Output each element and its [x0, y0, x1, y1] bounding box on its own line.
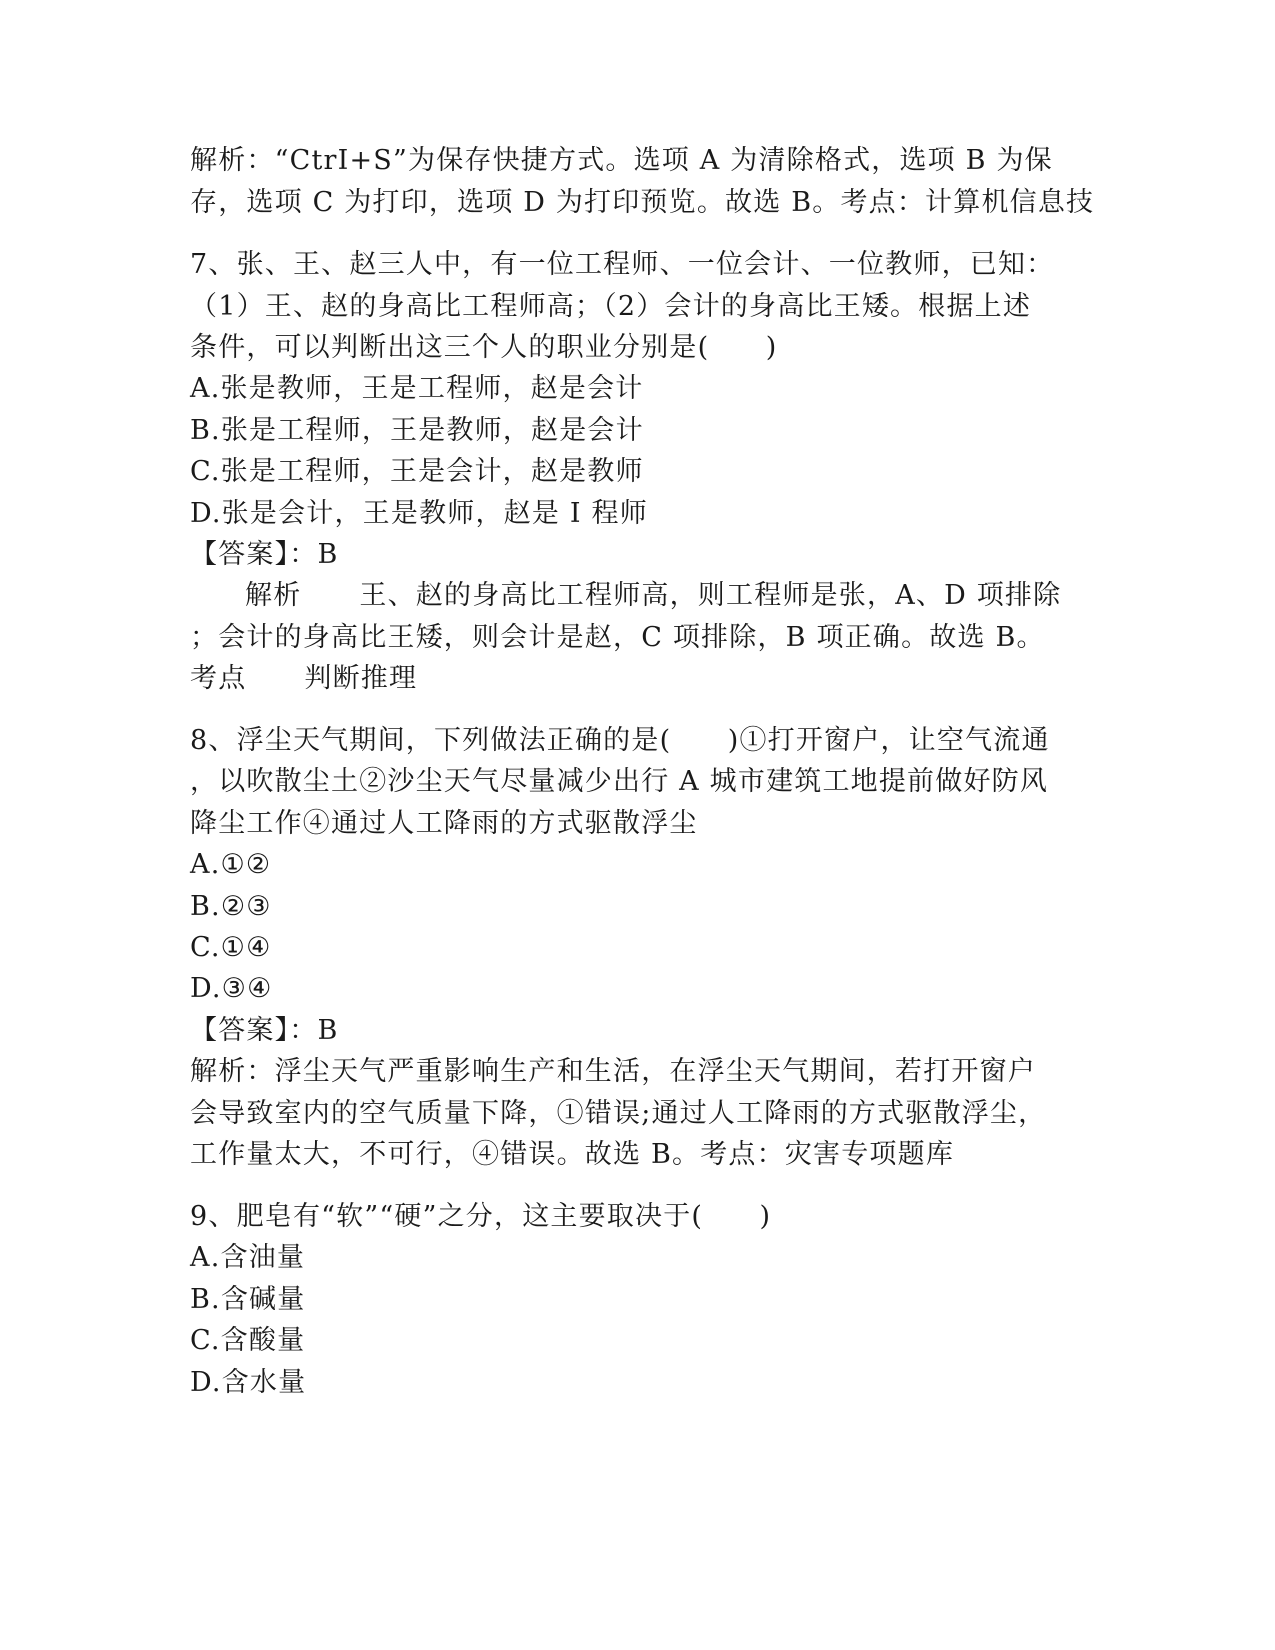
q7-analysis-label: 解析: [245, 580, 302, 611]
q7-analysis-text: 王、赵的身高比工程师高，则工程师是张，A、D 项排除: [359, 580, 1062, 611]
q8-stem-line-3: 降尘工作④通过人工降雨的方式驱散浮尘: [190, 808, 698, 839]
q7-option-b: B.张是工程师，王是教师，赵是会计: [190, 415, 644, 446]
q7-analysis-line-2: ；会计的身高比王矮，则会计是赵，C 项排除，B 项正确。故选 B。: [190, 622, 1045, 653]
q9-option-d: D.含水量: [190, 1367, 307, 1398]
q7-analysis-line-1: [245, 579, 1061, 613]
q8-option-c: C.①④: [190, 932, 272, 963]
q8-analysis-line-3: 工作量太大，不可行，④错误。故选 B。考点：灾害专项题库: [190, 1139, 955, 1170]
q8-stem-line-1: 8、浮尘天气期间，下列做法正确的是( )①打开窗户，让空气流通: [190, 725, 1050, 756]
q8-option-a: A.①②: [190, 849, 272, 880]
q9-option-c: C.含酸量: [190, 1325, 306, 1356]
q7-stem-line-2: （1）王、赵的身高比工程师高；（2）会计的身高比王矮。根据上述: [190, 291, 1032, 322]
q6-analysis-line-1: 解析：“CtrI+S”为保存快捷方式。选项 A 为清除格式，选项 B 为保: [190, 145, 1053, 176]
q8-option-b: B.②③: [190, 891, 272, 922]
q8-option-d: D.③④: [190, 973, 273, 1004]
q7-stem-line-3: 条件，可以判断出这三个人的职业分别是( ): [190, 332, 778, 363]
q7-option-d: D.张是会计，王是教师，赵是 I 程师: [190, 498, 648, 529]
q7-point-line: [190, 662, 417, 696]
q9-option-b: B.含碱量: [190, 1284, 306, 1315]
q8-stem-line-2: ，以吹散尘土②沙尘天气尽量减少出行 A 城市建筑工地提前做好防风: [190, 766, 1049, 797]
q8-analysis-line-2: 会导致室内的空气质量下降，①错误;通过人工降雨的方式驱散浮尘，: [190, 1098, 1047, 1129]
q7-stem-line-1: 7、张、王、赵三人中，有一位工程师、一位会计、一位教师，已知：: [190, 249, 1055, 280]
q7-option-a: A.张是教师，王是工程师，赵是会计: [190, 373, 644, 404]
q6-analysis-line-2: 存，选项 C 为打印，选项 D 为打印预览。故选 B。考点：计算机信息技: [190, 187, 1095, 218]
q8-answer: 【答案】：B: [190, 1015, 339, 1046]
q9-option-a: A.含油量: [190, 1242, 306, 1273]
q7-point-label: 考点: [190, 663, 247, 694]
q7-point-text: 判断推理: [304, 663, 418, 694]
q7-answer: 【答案】：B: [190, 539, 339, 570]
q8-analysis-line-1: 解析：浮尘天气严重影响生产和生活，在浮尘天气期间，若打开窗户: [190, 1056, 1036, 1087]
q9-stem-line-1: 9、肥皂有“软”“硬”之分，这主要取决于( ): [190, 1201, 772, 1232]
q7-option-c: C.张是工程师，王是会计，赵是教师: [190, 456, 644, 487]
